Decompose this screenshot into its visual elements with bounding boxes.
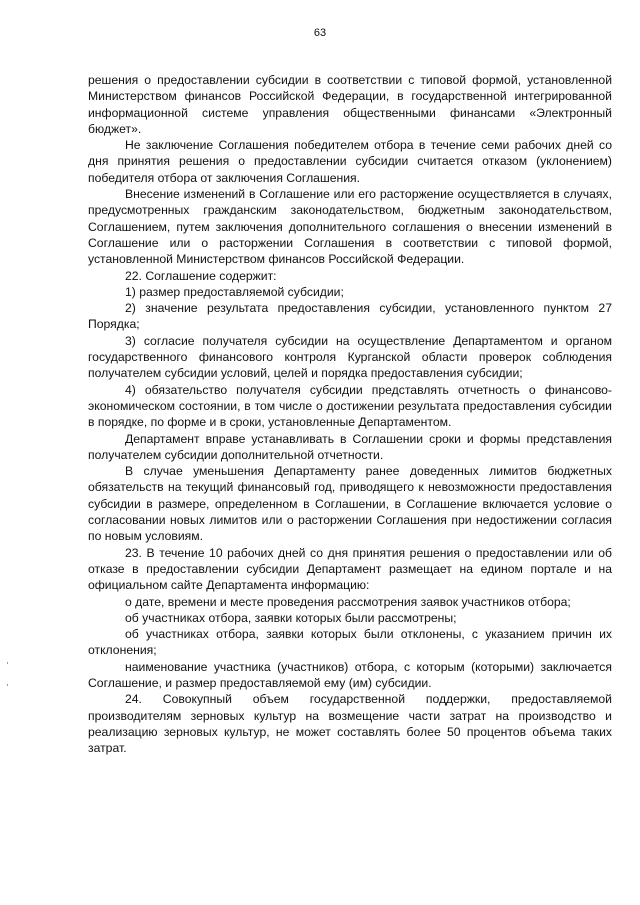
list-item: 2) значение результата предоставления субсидии, установленного пунктом 27 Порядка; [88,301,612,332]
scan-mark [7,662,8,664]
paragraph: Департамент вправе устанавливать в Соглашении сроки и формы представления получателем субсидии дополнительной отчетности. [88,431,612,462]
paragraph: В случае уменьшения Департаменту ранее доведенных лимитов бюджетных обязательств на текущий финансовый год, приводящего к невозможности предоставления субсидии в размере, определенном в Соглашении, в Соглашение включается условие о согласовании новых лимитов или о расторжении Соглашения при недостижении согласия по новым условиям. [88,464,612,544]
list-item: об участниках отбора, заявки которых были отклонены, с указанием причин их отклонения; [88,627,612,658]
list-item: 4) обязательство получателя субсидии представлять отчетность о финансово-экономическом состоянии, в том числе о достижении результата предоставления субсидии в порядке, по форме и в сроки, установленные Департаментом. [88,382,612,430]
paragraph: 24. Совокупный объем государственной поддержки, предоставляемой производителям зерновых культур на возмещение части затрат на производство и реализацию зерновых культур, не может составлять более 50 процентов объема таких затрат. [88,692,612,756]
list-item: 1) размер предоставляемой субсидии; [125,284,344,299]
page-number: 63 [313,27,327,39]
paragraph: Внесение изменений в Соглашение или его расторжение осуществляется в случаях, предусмотренных гражданским законодательством, бюджетным законодательством, Соглашением, путем заключения дополнительного соглашения о внесении изменений в Соглашение или о расторжении Соглашения в соответствии с типовой формой, установленной Министерством финансов Российской Федерации. [88,187,612,267]
list-item: 3) согласие получателя субсидии на осуществление Департаментом и органом государственного финансового контроля Курганской области проверок соблюдения получателем субсидии условий, целей и порядка предоставления субсидии; [88,333,612,381]
paragraph: решения о предоставлении субсидии в соответствии с типовой формой, установленной Министерством финансов Российской Федерации, в государственной интегрированной информационной системе управления общественными финансами «Электронный бюджет». [88,73,612,136]
list-item: наименование участника (участников) отбора, с которым (которыми) заключается Соглашение, и размер предоставляемой ему (им) субсидии. [88,659,612,690]
list-item: о дате, времени и месте проведения рассмотрения заявок участников отбора; [125,594,571,609]
document-body [88,72,612,756]
list-item: об участниках отбора, заявки которых были рассмотрены; [125,610,457,625]
scan-mark [7,684,8,686]
paragraph: 23. В течение 10 рабочих дней со дня принятия решения о предоставлении или об отказе в предоставлении субсидии Департамент размещает на едином портале и на официальном сайте Департамента информацию: [88,545,612,593]
section-heading: 22. Соглашение содержит: [125,268,277,283]
paragraph: Не заключение Соглашения победителем отбора в течение семи рабочих дней со дня принятия решения о предоставлении субсидии считается отказом (уклонением) победителя отбора от заключения Соглашения. [88,138,612,185]
